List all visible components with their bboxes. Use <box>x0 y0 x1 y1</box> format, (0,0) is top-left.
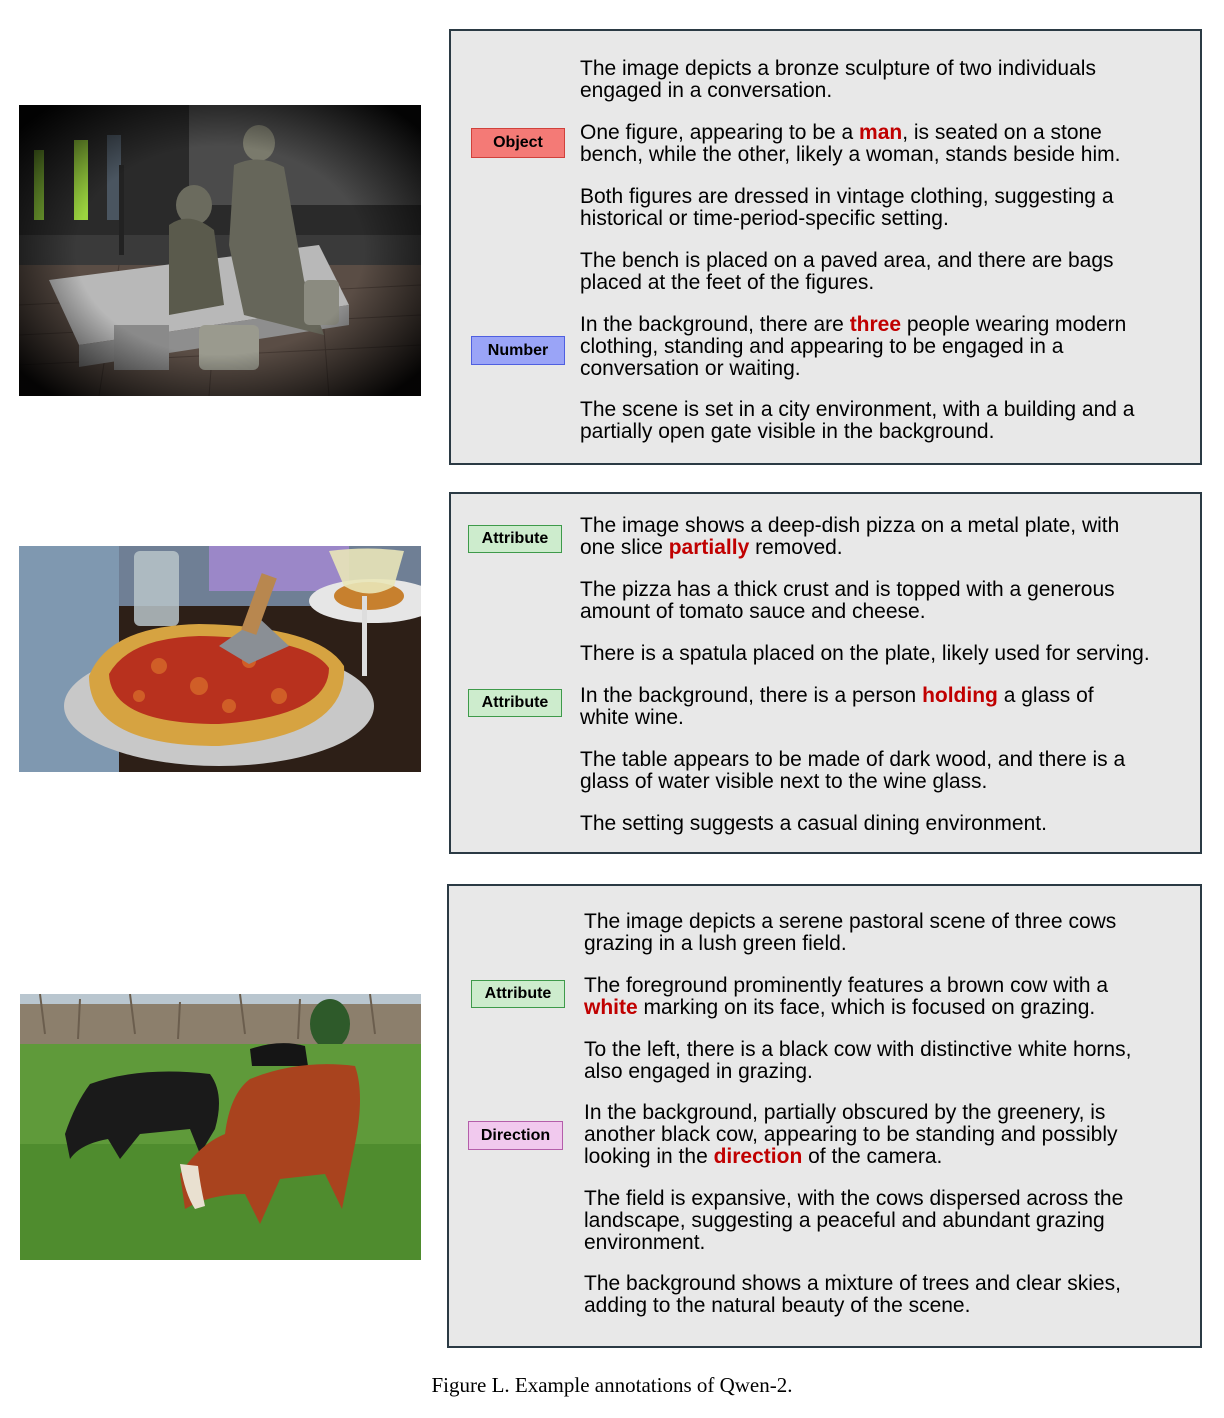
annotation-paragraph: The field is expansive, with the cows dispersed across the landscape, suggesting a peaceful and abundant grazing environment. <box>584 1187 1124 1254</box>
tag-number: Number <box>471 336 565 365</box>
tag-object: Object <box>471 128 565 158</box>
tag-attribute: Attribute <box>471 980 565 1008</box>
annotation-paragraph: The table appears to be made of dark wood, and there is a glass of water visible next to the wine glass. <box>580 748 1126 793</box>
annotation-paragraph: The image depicts a bronze sculpture of two individuals engaged in a conversation. <box>580 57 1096 102</box>
annotation-paragraph: In the background, there are three people wearing modern clothing, standing and appearing to be engaged in a conversation or waiting. <box>580 313 1127 380</box>
tag-attribute: Attribute <box>468 525 562 553</box>
annotation-paragraph: One figure, appearing to be a man, is seated on a stone bench, while the other, likely a woman, stands beside him. <box>580 121 1121 166</box>
highlighted-word: white <box>584 996 638 1019</box>
highlighted-word: three <box>849 313 902 336</box>
annotation-paragraph: To the left, there is a black cow with distinctive white horns, also engaged in grazing. <box>584 1038 1132 1083</box>
bronze-sculpture-photo <box>19 105 421 396</box>
grazing-cows-photo <box>20 994 421 1260</box>
deep-dish-pizza-photo <box>19 546 421 772</box>
annotation-paragraph: In the background, there is a person holding a glass of white wine. <box>580 684 1094 729</box>
annotation-paragraph: The scene is set in a city environment, with a building and a partially open gate visible in the background. <box>580 398 1135 443</box>
annotation-paragraph: The image shows a deep-dish pizza on a metal plate, with one slice partially removed. <box>580 514 1120 559</box>
highlighted-word: partially <box>668 536 750 559</box>
annotation-paragraph: The image depicts a serene pastoral scene of three cows grazing in a lush green field. <box>584 910 1117 955</box>
annotation-paragraph: The setting suggests a casual dining environment. <box>580 812 1047 835</box>
highlighted-word: direction <box>713 1145 803 1168</box>
annotation-paragraph: The foreground prominently features a brown cow with a white marking on its face, which is focused on grazing. <box>584 974 1109 1019</box>
annotation-paragraph: The pizza has a thick crust and is topped with a generous amount of tomato sauce and cheese. <box>580 578 1115 623</box>
tag-direction: Direction <box>468 1121 563 1150</box>
annotation-paragraph: The bench is placed on a paved area, and there are bags placed at the feet of the figures. <box>580 249 1114 294</box>
annotation-paragraph: In the background, partially obscured by the greenery, is another black cow, appearing to be standing and possibly looking in the direction of the camera. <box>584 1101 1118 1168</box>
highlighted-word: man <box>859 121 903 144</box>
highlighted-word: holding <box>922 684 998 707</box>
annotation-paragraph: Both figures are dressed in vintage clothing, suggesting a historical or time-period-specific setting. <box>580 185 1114 230</box>
tag-attribute: Attribute <box>468 689 562 717</box>
figure-caption: Figure L. Example annotations of Qwen-2. <box>431 1373 793 1397</box>
annotation-paragraph: There is a spatula placed on the plate, likely used for serving. <box>580 642 1150 665</box>
annotation-paragraph: The background shows a mixture of trees and clear skies, adding to the natural beauty of the scene. <box>584 1272 1121 1317</box>
